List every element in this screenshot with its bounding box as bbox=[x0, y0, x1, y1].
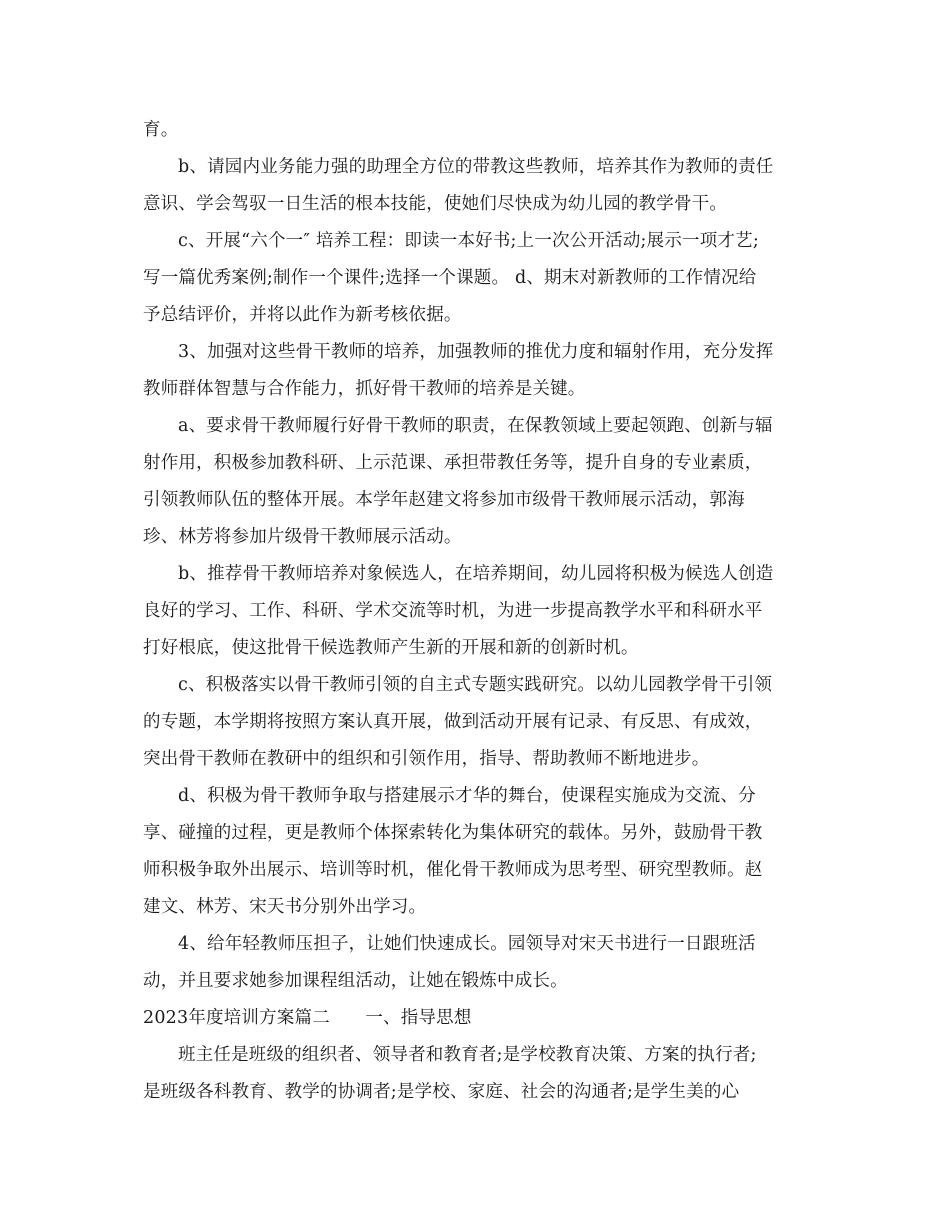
text-line: d、积极为骨干教师争取与搭建展示才华的舞台，使课程实施成为交流、分 bbox=[178, 786, 756, 806]
text-line: 射作用，积极参加教科研、上示范课、承担带教任务等，提升自身的专业素质， bbox=[143, 453, 763, 473]
text-line: a、要求骨干教师履行好骨干教师的职责，在保教领域上要起领跑、创新与辐 bbox=[178, 416, 773, 436]
text-line: 师积极争取外出展示、培训等时机，催化骨干教师成为思考型、研究型教师。赵 bbox=[143, 860, 763, 880]
text-line: 4、给年轻教师压担子，让她们快速成长。园领导对宋天书进行一日跟班活 bbox=[178, 934, 756, 954]
text-line: 教师群体智慧与合作能力，抓好骨干教师的培养是关键。 bbox=[143, 379, 586, 399]
text-line: b、请园内业务能力强的助理全方位的带教这些教师，培养其作为教师的责任 bbox=[178, 157, 774, 177]
text-line: b、推荐骨干教师培养对象候选人，在培养期间，幼儿园将积极为候选人创造 bbox=[178, 564, 774, 584]
text-line: 建文、林芳、宋天书分别外出学习。 bbox=[143, 897, 427, 917]
text-line: 良好的学习、工作、科研、学术交流等时机，为进一步提高教学水平和科研水平 bbox=[143, 601, 763, 621]
text-line: 班主任是班级的组织者、领导者和教育者;是学校教育决策、方案的执行者; bbox=[178, 1045, 757, 1065]
text-line: 珍、林芳将参加片级骨干教师展示活动。 bbox=[143, 527, 462, 547]
text-line: 享、碰撞的过程，更是教师个体探索转化为集体研究的载体。另外，鼓励骨干教 bbox=[143, 823, 763, 843]
text-line: 意识、学会驾驭一日生活的根本技能，使她们尽快成为幼儿园的教学骨干。 bbox=[143, 194, 728, 214]
text-line: c、开展“六个一″ 培养工程：即读一本好书;上一次公开活动;展示一项才艺; bbox=[178, 231, 759, 251]
text-line: 写一篇优秀案例;制作一个课件;选择一个课题。 d、期末对新教师的工作情况给 bbox=[143, 268, 757, 288]
text-line: 是班级各科教育、教学的协调者;是学校、家庭、社会的沟通者;是学生美的心 bbox=[143, 1082, 740, 1102]
document-body bbox=[143, 112, 808, 1111]
text-line: 动，并且要求她参加课程组活动，让她在锻炼中成长。 bbox=[143, 971, 568, 991]
text-line: 突出骨干教师在教研中的组织和引领作用，指导、帮助教师不断地进步。 bbox=[143, 749, 710, 769]
text-line: 予总结评价，并将以此作为新考核依据。 bbox=[143, 305, 462, 325]
text-line: 打好根底，使这批骨干候选教师产生新的开展和新的创新时机。 bbox=[143, 638, 639, 658]
text-line: 的专题，本学期将按照方案认真开展，做到活动开展有记录、有反思、有成效， bbox=[143, 712, 763, 732]
text-line: 引领教师队伍的整体开展。本学年赵建文将参加市级骨干教师展示活动，郭海 bbox=[143, 490, 745, 510]
text-line: 3、加强对这些骨干教师的培养，加强教师的推优力度和辐射作用，充分发挥 bbox=[178, 342, 774, 362]
text-line: c、积极落实以骨干教师引领的自主式专题实践研究。以幼儿园教学骨干引领 bbox=[178, 675, 773, 695]
text-line: 育。 bbox=[143, 120, 179, 140]
text-line: 2023年度培训方案篇二 一、指导思想 bbox=[143, 1008, 472, 1028]
